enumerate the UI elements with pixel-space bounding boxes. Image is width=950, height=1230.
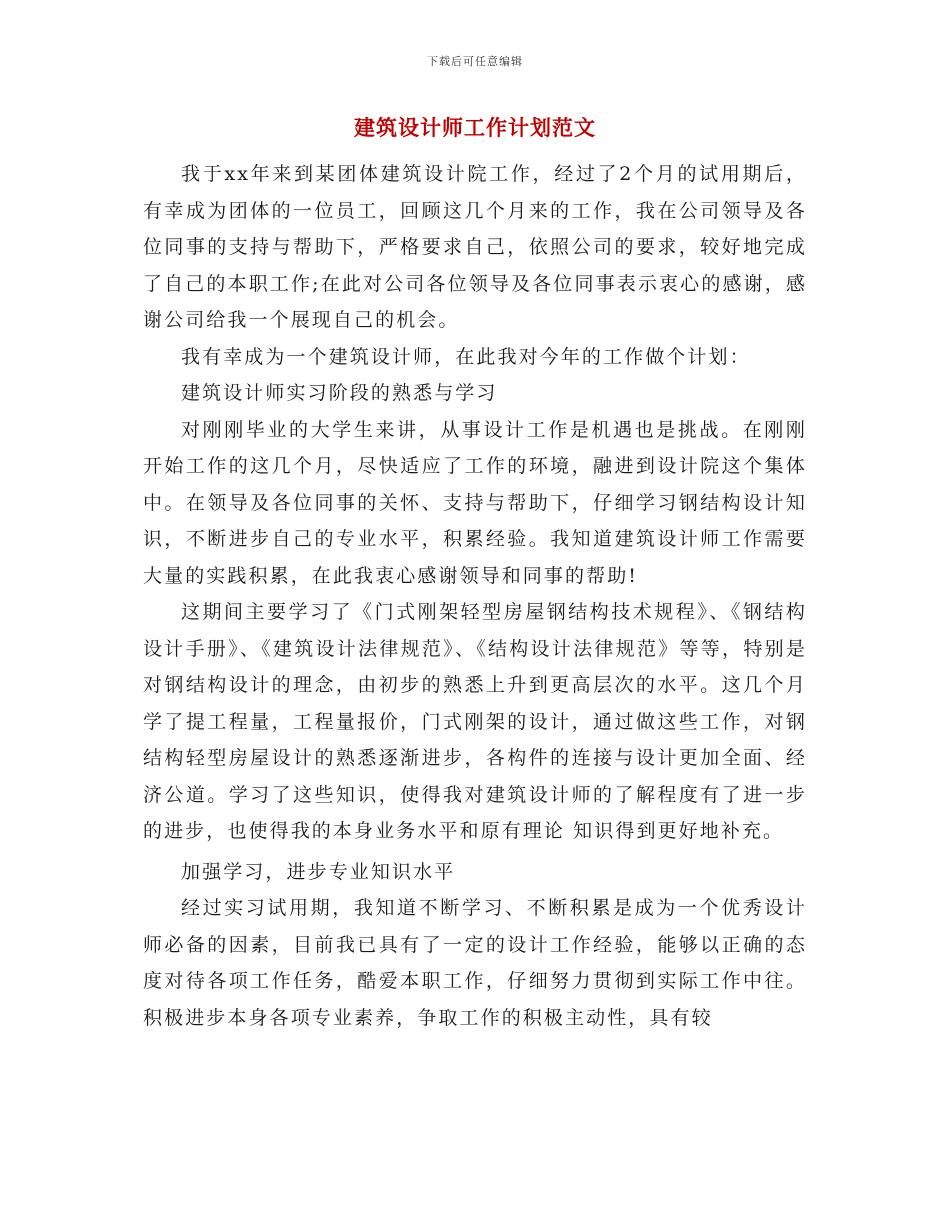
document-body: [143, 156, 807, 1036]
paragraph-learning: 经过实习试用期，我知道不断学习、不断积累是成为一个优秀设计师必备的因素，目前我已具有了一定的设计工作经验，能够以正确的态度对待各项工作任务，酷爱本职工作，仔细努力贯彻到实际工作中往。积极进步本身各项专业素养，争取工作的积极主动性，具有较: [143, 897, 807, 1029]
paragraph-plan-statement: 我有幸成为一个建筑设计师，在此我对今年的工作做个计划：: [181, 345, 751, 368]
paragraph-internship: 对刚刚毕业的大学生来讲，从事设计工作是机遇也是挑战。在刚刚开始工作的这几个月，尽快适应了工作的环境，融进到设计院这个集体中。在领导及各位同事的关怀、支持与帮助下，仔细学习钢结构设计知识，不断进步自己的专业水平，积累经验。我知道建筑设计师工作需要大量的实践积累，在此我衷心感谢领导和同事的帮助!: [143, 418, 807, 587]
section-heading-learning: 加强学习，进步专业知识水平: [181, 860, 456, 883]
section-heading-internship: 建筑设计师实习阶段的熟悉与学习: [181, 382, 498, 404]
paragraph-study-content: 这期间主要学习了《门式刚架轻型房屋钢结构技术规程》、《钢结构设计手册》、《建筑设计法律规范》、《结构设计法律规范》等等，特别是对钢结构设计的理念，由初步的熟悉上升到更高层次的水平。这几个月学了提工程量，工程量报价，门式刚架的设计，通过做这些工作，对钢结构轻型房屋设计的熟悉逐渐进步，各构件的连接与设计更加全面、经济公道。学习了这些知识，使得我对建筑设计师的了解程度有了进一步的进步，也使得我的本身业务水平和原有理论 知识得到更好地补充。: [143, 601, 807, 842]
page-header-note: 下载后可任意编辑: [427, 55, 523, 68]
document-title: 建筑设计师工作计划范文: [354, 115, 596, 140]
paragraph-intro: 我于xx年来到某团体建筑设计院工作，经过了2个月的试用期后，有幸成为团体的一位员工，回顾这几个月来的工作，我在公司领导及各位同事的支持与帮助下，严格要求自己，依照公司的要求，较好地完成了自己的本职工作;在此对公司各位领导及各位同事表示衷心的感谢，感谢公司给我一个展现自己的机会。: [143, 163, 807, 331]
